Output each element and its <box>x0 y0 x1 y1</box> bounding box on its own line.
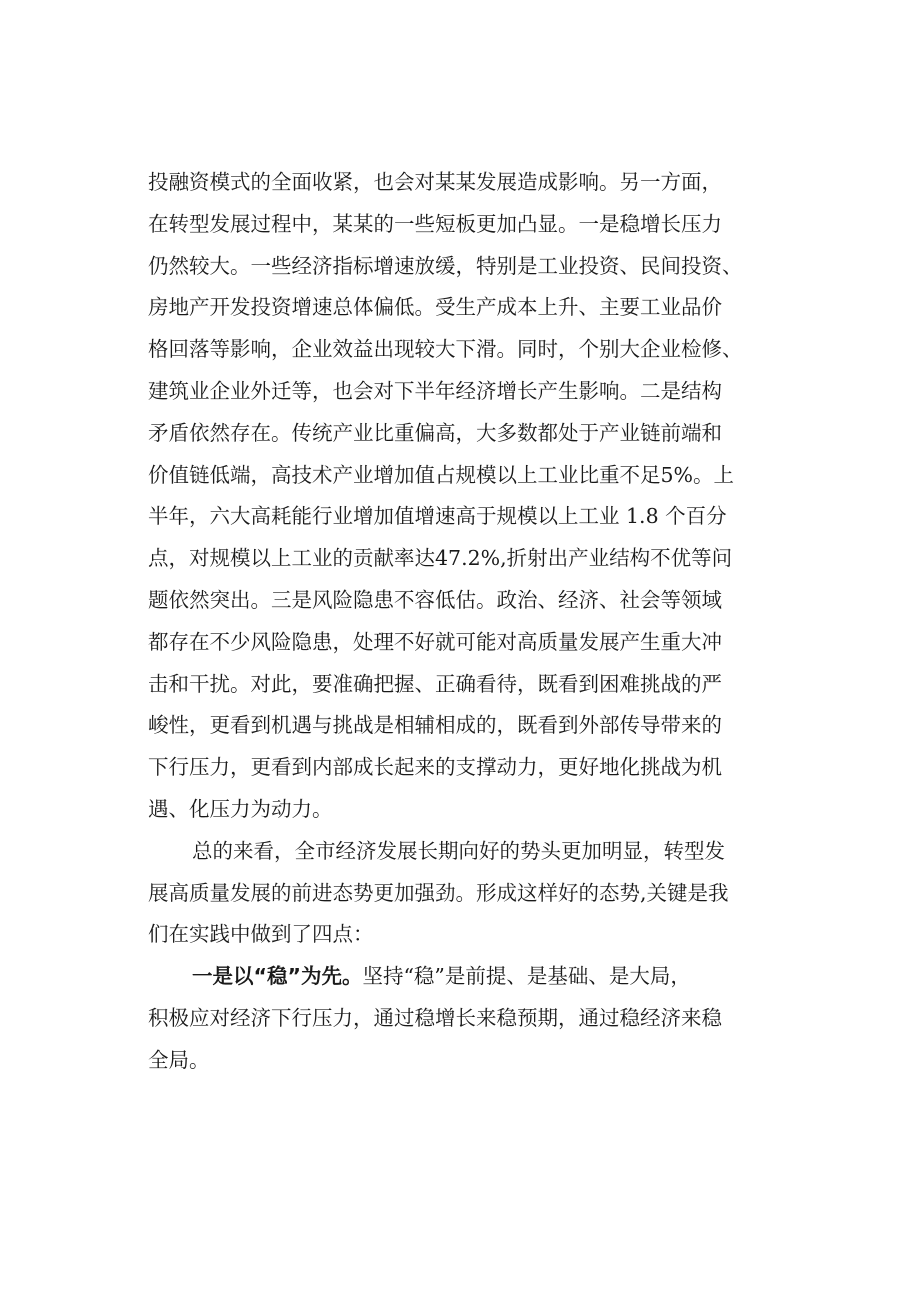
text-line: 下行压力，更看到内部成长起来的支撑动力，更好地化挑战为机 <box>148 755 722 780</box>
text-line: 投融资模式的全面收紧，也会对某某发展造成影响。另一方面， <box>148 170 722 194</box>
text-line: 点，对规模以上工业的贡献率达47.2%,折射出产业结构不优等问 <box>148 546 733 571</box>
text-line <box>148 956 808 998</box>
bold-lead: 一是以“稳”为先。 <box>192 964 363 989</box>
text-line: 价值链低端，高技术产业增加值占规模以上工业比重不足5%。上 <box>148 462 735 487</box>
paragraph-3 <box>148 956 808 1081</box>
text-line: 展高质量发展的前进态势更加强劲。形成这样好的态势,关键是我 <box>148 880 729 905</box>
text-line: 峻性，更看到机遇与挑战是相辅相成的，既看到外部传导带来的 <box>148 713 722 738</box>
paragraph-1 <box>148 162 808 831</box>
text-line: 遇、化压力为动力。 <box>148 796 333 821</box>
text-line: 题依然突出。三是风险隐患不容低估。政治、经济、社会等领域 <box>148 587 722 612</box>
lead-rest: 坚持“稳”是前提、是基础、是大局， <box>362 964 691 989</box>
text-line: 全局。 <box>148 1047 210 1072</box>
text-line: 们在实践中做到了四点： <box>148 922 374 947</box>
document-body <box>148 162 808 1082</box>
text-line: 总的来看，全市经济发展长期向好的势头更加明显，转型发 <box>192 838 725 863</box>
text-line: 半年，六大高耗能行业增加值增速高于规模以上工业 1.8 个百分 <box>148 504 727 529</box>
text-line: 建筑业企业外迁等，也会对下半年经济增长产生影响。二是结构 <box>148 378 722 403</box>
text-line: 矛盾依然存在。传统产业比重偏高，大多数都处于产业链前端和 <box>148 420 722 445</box>
text-line: 房地产开发投资增速总体偏低。受生产成本上升、主要工业品价 <box>148 295 722 320</box>
text-line: 击和干扰。对此，要准确把握、正确看待，既看到困难挑战的严 <box>148 671 722 696</box>
paragraph-2 <box>148 831 808 956</box>
text-line: 在转型发展过程中，某某的一些短板更加凸显。一是稳增长压力 <box>148 211 722 236</box>
text-line: 积极应对经济下行压力，通过稳增长来稳预期，通过稳经济来稳 <box>148 1005 722 1030</box>
text-line: 仍然较大。一些经济指标增速放缓，特别是工业投资、民间投资、 <box>148 253 743 278</box>
text-line: 格回落等影响，企业效益出现较大下滑。同时，个别大企业检修、 <box>148 337 743 362</box>
text-line: 都存在不少风险隐患，处理不好就可能对高质量发展产生重大冲 <box>148 629 722 654</box>
